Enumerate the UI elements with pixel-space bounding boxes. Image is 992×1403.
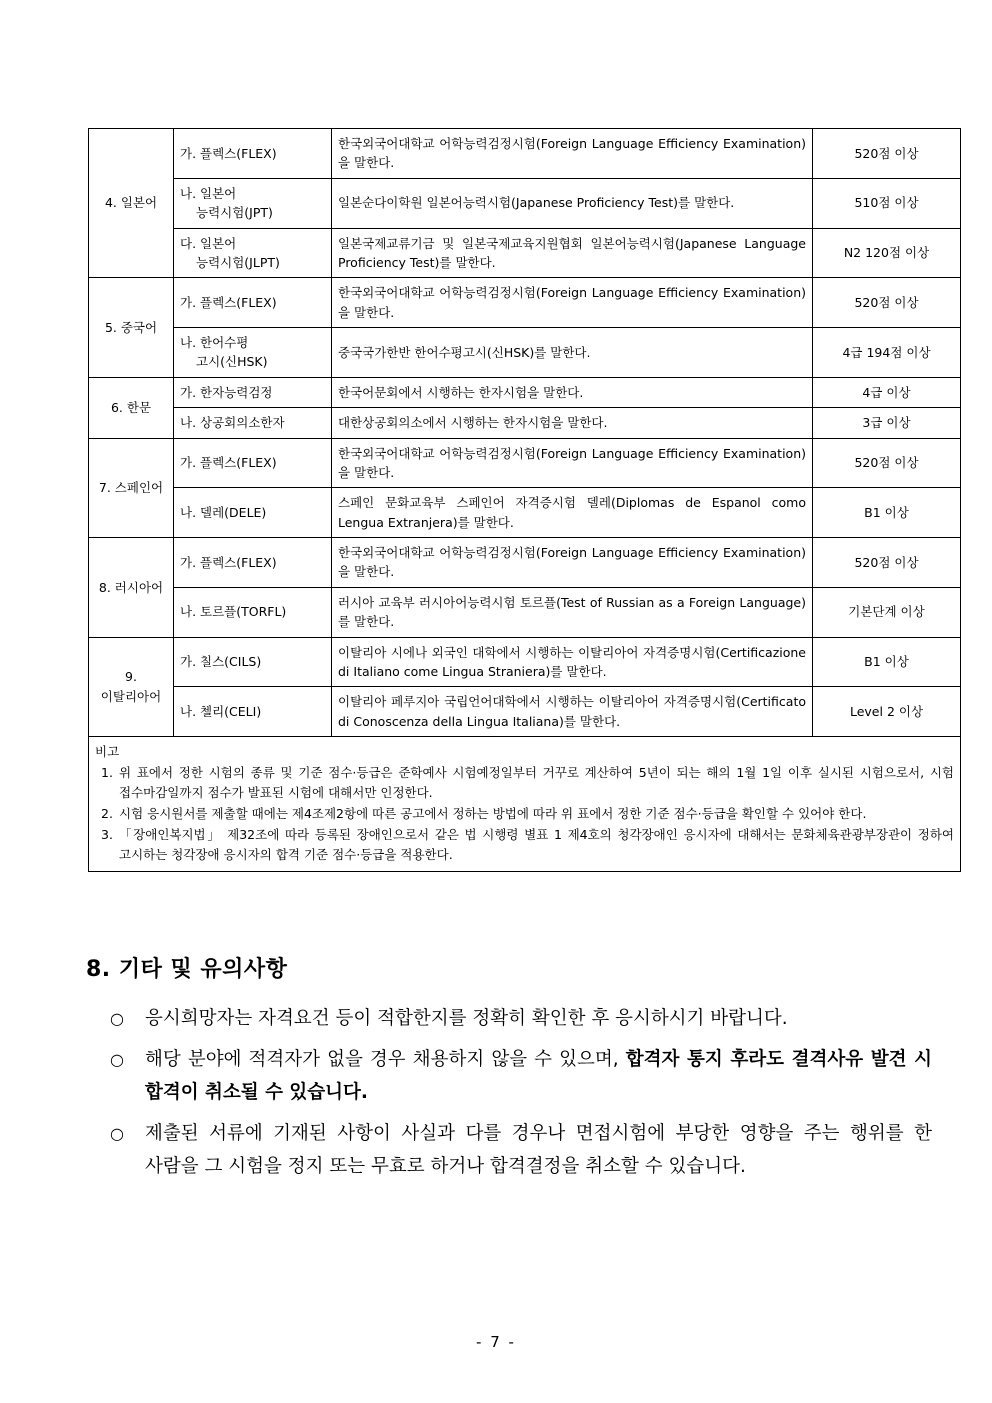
note-text: 시험 응시원서를 제출할 때에는 제4조제2항에 따른 공고에서 정하는 방법에 따라 위 표에서 정한 기준 점수·등급을 확인할 수 있어야 한다. xyxy=(119,806,867,822)
section-8-heading: 8. 기타 및 유의사항 xyxy=(86,957,288,982)
required-score-cell: 520점 이상 xyxy=(813,538,961,588)
bullet-marker-icon: ○ xyxy=(110,1009,124,1028)
test-description-cell: 러시아 교육부 러시아어능력시험 토르플(Test of Russian as a Foreign Language)를 말한다. xyxy=(332,587,813,637)
table-notes-cell xyxy=(89,737,961,872)
test-description-cell: 대한상공회의소에서 시행하는 한자시험을 말한다. xyxy=(332,408,813,438)
required-score-cell: 4급 194점 이상 xyxy=(813,328,961,378)
test-name-cell xyxy=(174,687,332,737)
section-8-bullet-list xyxy=(108,1003,932,1192)
required-score-cell: 510점 이상 xyxy=(813,178,961,228)
bullet-item xyxy=(108,1044,932,1110)
required-score-cell: Level 2 이상 xyxy=(813,687,961,737)
table-row xyxy=(89,377,961,407)
table-row xyxy=(89,328,961,378)
test-name-cell xyxy=(174,178,332,228)
test-name-line1: 가. 한자능력검정 xyxy=(180,384,273,400)
test-description-cell: 스페인 문화교육부 스페인어 자격증시험 델레(Diplomas de Espanol como Lengua Extranjera)를 말한다. xyxy=(332,488,813,538)
notes-title: 비고 xyxy=(95,744,120,759)
bullet-text: 응시희망자는 자격요건 등이 적합한지를 정확히 확인한 후 응시하시기 바랍니다. xyxy=(145,1008,788,1029)
test-description-cell: 한국외국어대학교 어학능력검정시험(Foreign Language Efficiency Examination)을 말한다. xyxy=(332,538,813,588)
test-name-cell xyxy=(174,278,332,328)
test-name-line1: 나. 토르플(TORFL) xyxy=(180,604,287,620)
language-cell: 4. 일본어 xyxy=(89,129,174,278)
test-description-cell: 일본순다이학원 일본어능력시험(Japanese Proficiency Test)를 말한다. xyxy=(332,178,813,228)
table-row xyxy=(89,438,961,488)
test-name-line2: 고시(신HSK) xyxy=(196,354,268,370)
bullet-marker-icon: ○ xyxy=(110,1049,124,1069)
test-description-cell: 한국외국어대학교 어학능력검정시험(Foreign Language Efficiency Examination)을 말한다. xyxy=(332,278,813,328)
test-name-line2: 능력시험(JPT) xyxy=(196,205,273,221)
required-score-cell: 4급 이상 xyxy=(813,377,961,407)
test-name-line1: 가. 칠스(CILS) xyxy=(180,654,262,670)
required-score-cell: 520점 이상 xyxy=(813,129,961,179)
note-text: 「장애인복지법」 제32조에 따라 등록된 장애인으로서 같은 법 시행령 별표 1 제4호의 청각장애인 응시자에 대해서는 문화체육관광부장관이 정하여 고시하는 청각장애 응시자의 합격 기준 점수·등급을 적용한다. xyxy=(119,827,954,863)
test-name-line1: 나. 델레(DELE) xyxy=(180,504,267,520)
page-number: - 7 - xyxy=(476,1333,516,1351)
table-row xyxy=(89,408,961,438)
required-score-cell: 3급 이상 xyxy=(813,408,961,438)
table-notes-row xyxy=(89,737,961,872)
language-qualification-table xyxy=(88,128,961,872)
note-item xyxy=(95,763,954,803)
test-name-cell xyxy=(174,377,332,407)
note-item xyxy=(95,804,954,824)
required-score-cell: 기본단계 이상 xyxy=(813,587,961,637)
language-cell: 8. 러시아어 xyxy=(89,538,174,638)
note-number: 1. xyxy=(101,765,113,781)
table-row xyxy=(89,637,961,687)
bullet-item xyxy=(108,1118,932,1184)
test-name-line2: 능력시험(JLPT) xyxy=(196,254,280,270)
test-description-cell: 이탈리아 시에나 외국인 대학에서 시행하는 이탈리아어 자격증명시험(Certificazione di Italiano come Lingua Straniera)를 말한다. xyxy=(332,637,813,687)
test-description-cell: 한국어문회에서 시행하는 한자시험을 말한다. xyxy=(332,377,813,407)
note-text: 위 표에서 정한 시험의 종류 및 기준 점수·등급은 준학예사 시험예정일부터 거꾸로 계산하여 5년이 되는 해의 1월 1일 이후 실시된 시험으로서, 시험 접수마감일까지 점수가 발표된 시험에 대해서만 인정한다. xyxy=(119,765,954,801)
table-row xyxy=(89,687,961,737)
test-name-line1: 나. 일본어 xyxy=(180,185,237,201)
language-qualification-table-wrapper xyxy=(88,128,954,872)
required-score-cell: B1 이상 xyxy=(813,637,961,687)
language-cell: 5. 중국어 xyxy=(89,278,174,378)
table-row xyxy=(89,228,961,278)
test-name-cell xyxy=(174,488,332,538)
required-score-cell: 520점 이상 xyxy=(813,438,961,488)
test-description-cell: 이탈리아 페루지아 국립언어대학에서 시행하는 이탈리아어 자격증명시험(Certificato di Conoscenza della Lingua Italiana)를 말한다. xyxy=(332,687,813,737)
language-cell: 9. 이탈리아어 xyxy=(89,637,174,737)
test-name-line1: 나. 한어수평 xyxy=(180,335,249,350)
test-name-line1: 가. 플렉스(FLEX) xyxy=(180,554,277,570)
test-name-cell xyxy=(174,129,332,179)
bullet-marker-icon: ○ xyxy=(110,1123,124,1143)
required-score-cell: N2 120점 이상 xyxy=(813,228,961,278)
notes-list xyxy=(95,763,954,865)
bullet-text-emphasis: 합격자 통지 후라도 결격사유 발견 시 합격이 취소될 수 있습니다. xyxy=(145,1048,932,1103)
note-number: 3. xyxy=(101,827,113,843)
test-name-cell xyxy=(174,408,332,438)
test-name-line1: 다. 일본어 xyxy=(180,235,237,251)
table-row xyxy=(89,538,961,588)
language-cell: 6. 한문 xyxy=(89,377,174,438)
test-name-cell xyxy=(174,328,332,378)
test-description-cell: 중국국가한반 한어수평고시(신HSK)를 말한다. xyxy=(332,328,813,378)
test-name-cell xyxy=(174,538,332,588)
table-row xyxy=(89,129,961,179)
note-item xyxy=(95,825,954,865)
table-row xyxy=(89,587,961,637)
bullet-text: 제출된 서류에 기재된 사항이 사실과 다를 경우나 면접시험에 부당한 영향을 주는 행위를 한 사람을 그 시험을 정지 또는 무효로 하거나 합격결정을 취소할 수 있습니다. xyxy=(145,1122,932,1177)
test-name-cell xyxy=(174,637,332,687)
table-row xyxy=(89,488,961,538)
table-row xyxy=(89,178,961,228)
test-name-cell xyxy=(174,438,332,488)
test-description-cell: 일본국제교류기금 및 일본국제교육지원협회 일본어능력시험(Japanese Language Proficiency Test)를 말한다. xyxy=(332,228,813,278)
language-cell: 7. 스페인어 xyxy=(89,438,174,538)
table-row xyxy=(89,278,961,328)
bullet-text: 해당 분야에 적격자가 없을 경우 채용하지 않을 수 있으며, xyxy=(145,1048,626,1070)
required-score-cell: 520점 이상 xyxy=(813,278,961,328)
test-name-cell xyxy=(174,587,332,637)
test-description-cell: 한국외국어대학교 어학능력검정시험(Foreign Language Efficiency Examination)을 말한다. xyxy=(332,129,813,179)
test-name-line1: 나. 첼리(CELI) xyxy=(180,703,262,719)
note-number: 2. xyxy=(101,806,113,822)
bullet-item xyxy=(108,1003,932,1036)
test-name-line1: 가. 플렉스(FLEX) xyxy=(180,455,277,471)
required-score-cell: B1 이상 xyxy=(813,488,961,538)
test-name-line1: 가. 플렉스(FLEX) xyxy=(180,294,277,310)
test-name-line1: 가. 플렉스(FLEX) xyxy=(180,145,277,161)
test-name-line1: 나. 상공회의소한자 xyxy=(180,415,285,431)
table-body xyxy=(89,129,961,872)
test-name-cell xyxy=(174,228,332,278)
test-description-cell: 한국외국어대학교 어학능력검정시험(Foreign Language Efficiency Examination)을 말한다. xyxy=(332,438,813,488)
